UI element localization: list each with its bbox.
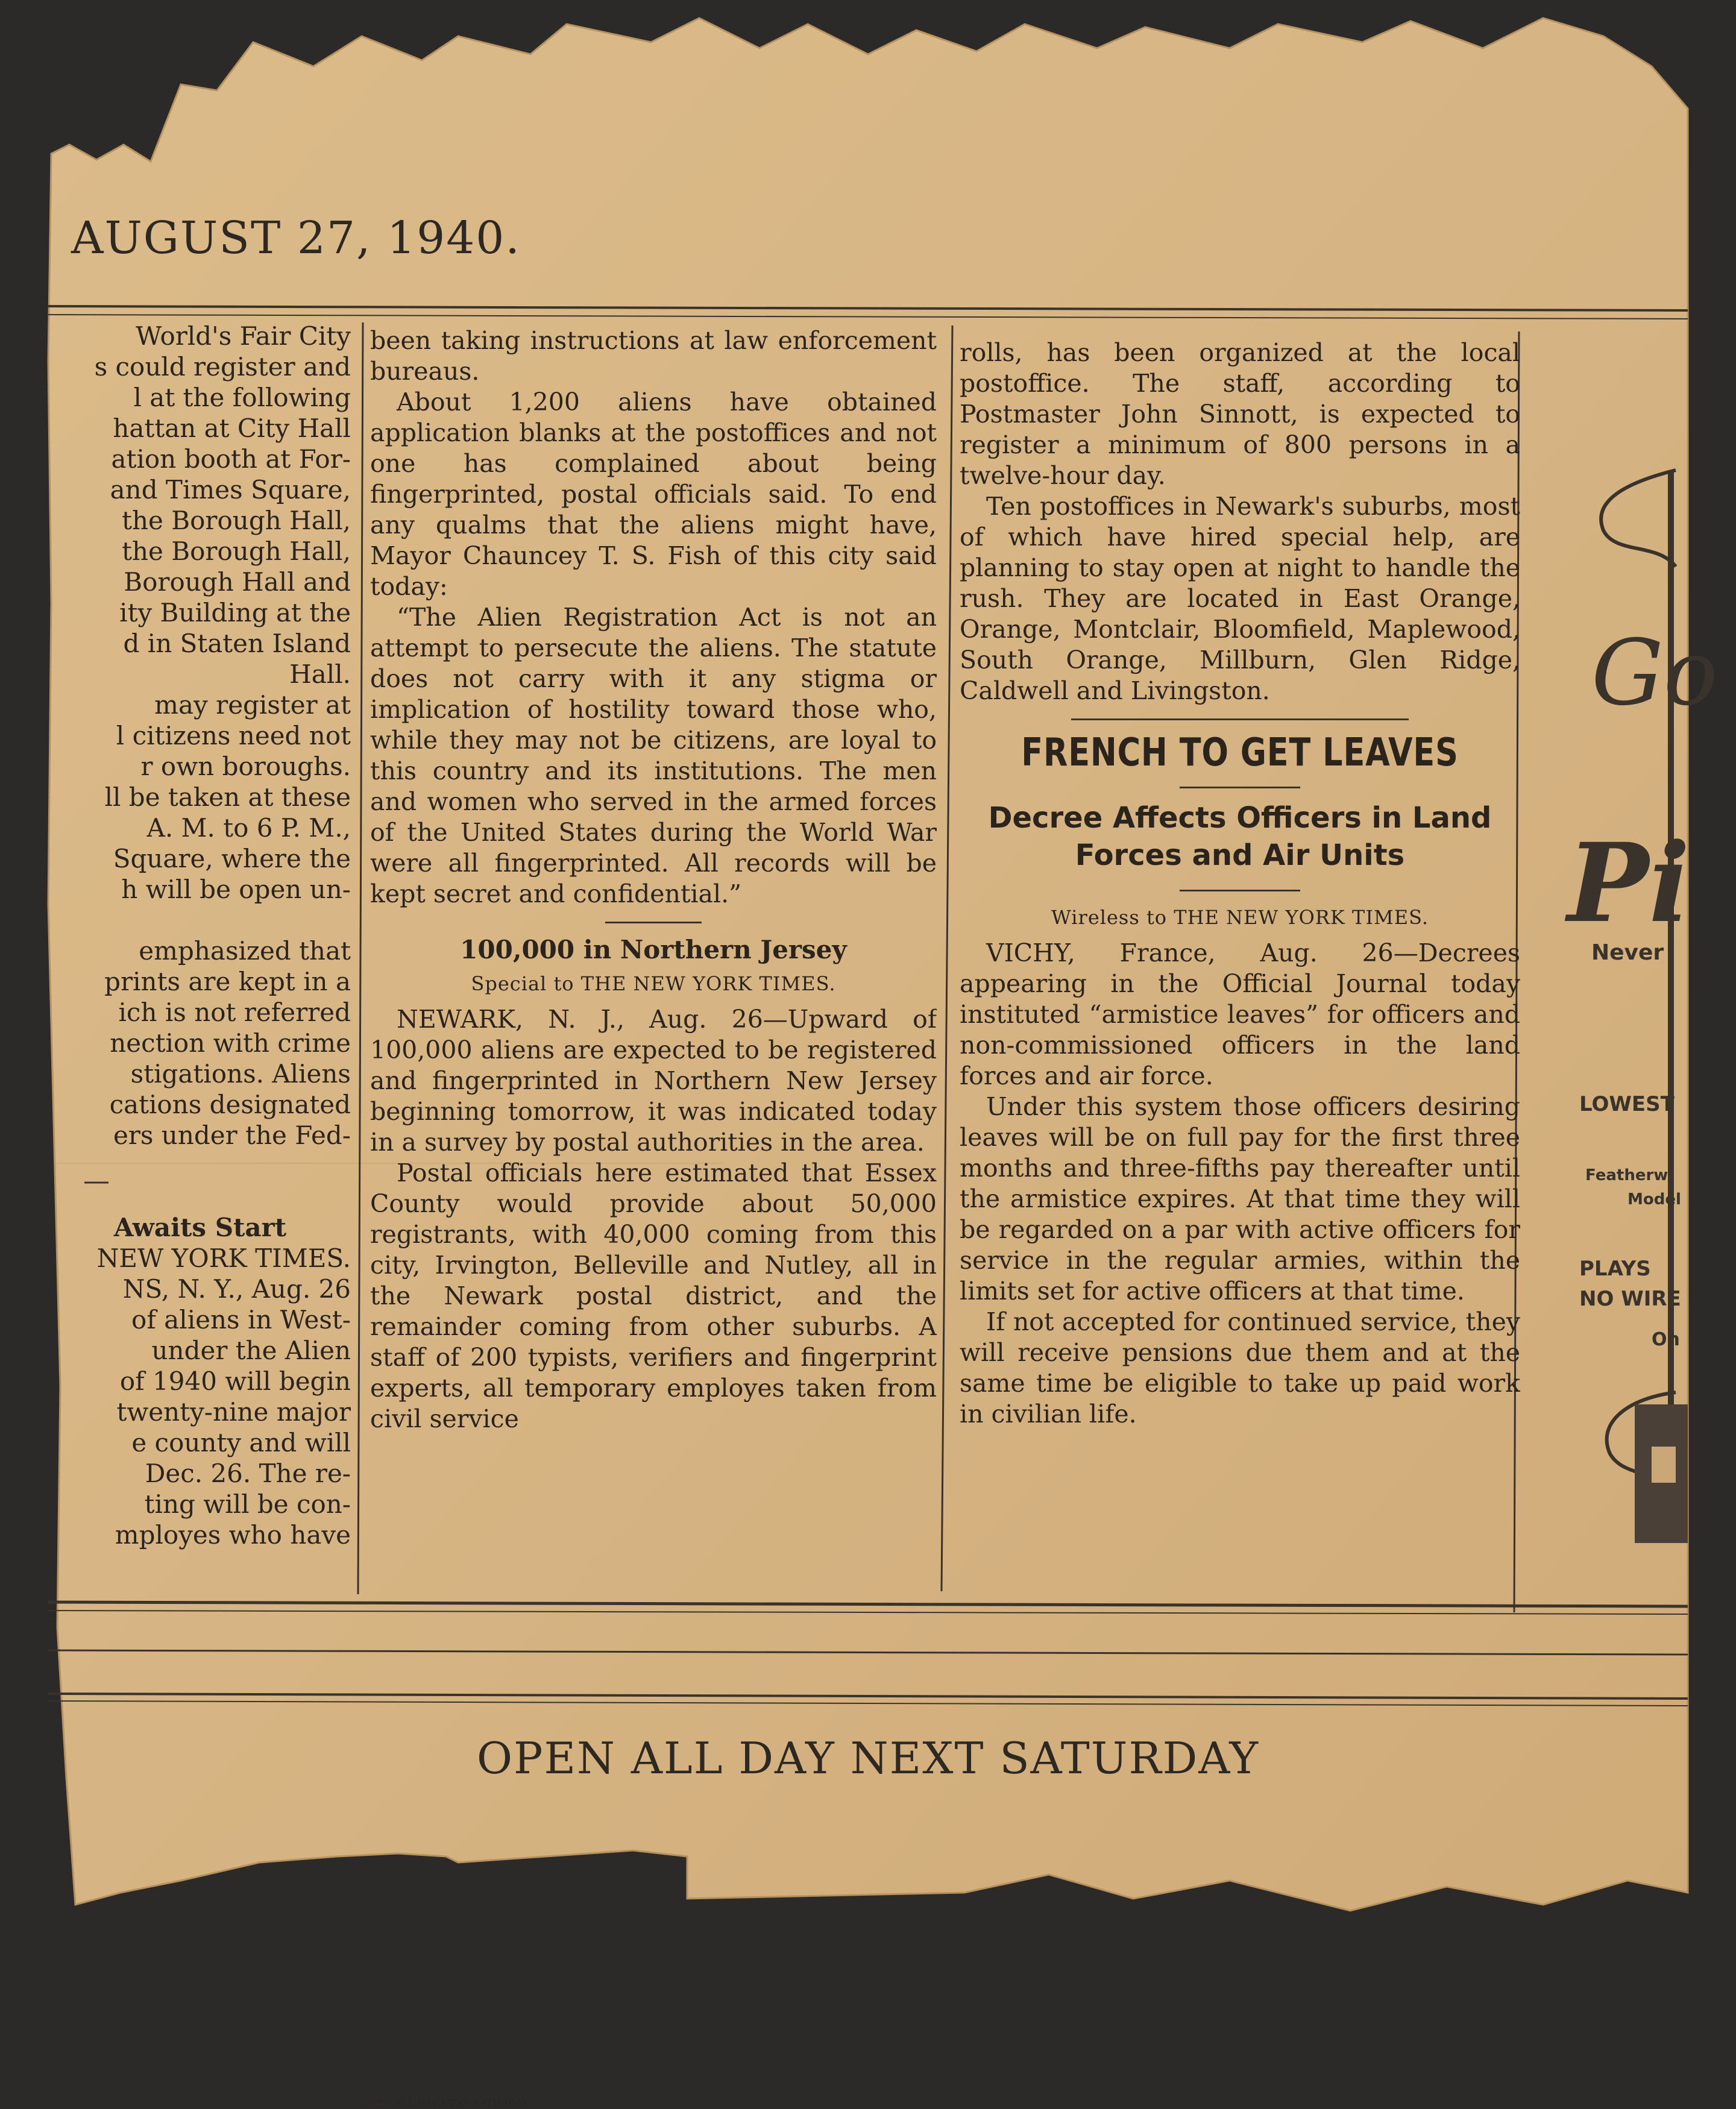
headline-french-leaves: FRENCH TO GET LEAVES xyxy=(1021,731,1459,775)
ad-model: Model xyxy=(1628,1190,1681,1209)
col1-line: NS, N. Y., Aug. 26 xyxy=(122,1274,351,1304)
col2-paragraph-4: NEWARK, N. J., Aug. 26—Upward of 100,000 aliens are expected to be registered and fingerprinted in Northern New Jersey beginning tomorrow, it was indicated today in a survey by postal authorities in the area. xyxy=(370,1005,937,1157)
col1-line: the Borough Hall, xyxy=(122,506,351,535)
ad-on: On xyxy=(1652,1329,1680,1350)
col1-line: ll be taken at these xyxy=(104,782,351,812)
col1-line: l citizens need not xyxy=(116,721,351,750)
col1-line: d in Staten Island xyxy=(123,629,351,658)
ad-never: Never xyxy=(1591,940,1664,965)
col3-paragraph-4: Under this system those officers desiring leaves will be on full pay for the first three months and three-fifths pay thereafter until the armistice expires. At that time they will be regarded on a par with active officers for service in the regular armies, within the limits set for active officers at that time. xyxy=(960,1092,1520,1306)
col1-line: twenty-nine major xyxy=(116,1397,351,1427)
col2-paragraph-2: About 1,200 aliens have obtained application blanks at the postoffices and not one has complained about being fingerprinted, postal officials said. To end any qualms that the aliens might have, Mayor Chauncey T. S. Fish of this city said today: xyxy=(370,388,937,601)
col1-line xyxy=(49,1181,351,1212)
col3-paragraph-3: VICHY, France, Aug. 26—Decrees appearing in the Official Journal today instituted “armistice leaves” for officers and non-commissioned officers in the land forces and air force. xyxy=(960,938,1520,1090)
col1-line: World's Fair City xyxy=(136,321,351,351)
col1-line: e county and will xyxy=(131,1428,351,1457)
ad-plays: PLAYS xyxy=(1579,1257,1651,1281)
divider xyxy=(605,922,702,923)
col1-line: mployes who have xyxy=(115,1520,351,1550)
col1-line: nection with crime xyxy=(110,1028,351,1058)
col2-paragraph-1: been taking instructions at law enforcement bureaus. xyxy=(370,326,937,386)
footer-banner: OPEN ALL DAY NEXT SATURDAY xyxy=(362,2098,529,2109)
dateline: AUGUST 27, 1940. xyxy=(71,212,521,264)
subhead-northern-jersey: 100,000 in Northern Jersey xyxy=(460,935,847,964)
ad-lowest: LOWEST xyxy=(1579,1092,1675,1116)
column-3 xyxy=(960,338,1520,1603)
col1-line xyxy=(49,1151,351,1181)
col1-line: and Times Square, xyxy=(110,475,351,504)
col1-line: A. M. to 6 P. M., xyxy=(146,813,351,843)
col1-line: ich is not referred xyxy=(118,998,351,1027)
deck-decree-affects: Decree Affects Officers in Land Forces and Air Units xyxy=(988,801,1492,872)
col3-paragraph-5: If not accepted for continued service, they will receive pensions due them and at the same time be eligible to take up paid work in civilian life. xyxy=(960,1307,1520,1429)
col1-line: ity Building at the xyxy=(119,598,351,627)
col1-line: cations designated xyxy=(109,1090,351,1119)
credit-line: Special to THE NEW YORK TIMES. xyxy=(471,972,836,995)
col1-line: prints are kept in a xyxy=(104,967,351,996)
column-2 xyxy=(370,325,937,1591)
col1-line: under the Alien xyxy=(151,1336,351,1365)
col1-line: Hall. xyxy=(289,659,351,689)
divider xyxy=(1071,718,1409,720)
footer-open-all-day: OPEN ALL DAY NEXT SATURDAY xyxy=(476,1733,1259,1784)
col1-line: Dec. 26. The re- xyxy=(145,1459,351,1488)
col2-paragraph-3: “The Alien Registration Act is not an attempt to persecute the aliens. The statute does not carry with it any stigma or implication of hostility toward those who, while they may not be citizens, are loyal to this country and its institutions. The men and women who served in the armed forces of the United States during the World War were all fingerprinted. All records will be kept secret and confidential.” xyxy=(370,603,937,908)
col1-line: Square, where the xyxy=(113,844,351,873)
col1-line: of 1940 will begin xyxy=(119,1366,351,1396)
col1-line: hattan at City Hall xyxy=(113,413,351,443)
col1-line: ation booth at For- xyxy=(111,444,351,474)
col1-line: Borough Hall and xyxy=(124,567,351,597)
col1-line: r own boroughs. xyxy=(140,752,351,781)
col1-line: the Borough Hall, xyxy=(122,536,351,566)
col1-line: s could register and xyxy=(94,352,351,382)
divider xyxy=(1180,890,1300,891)
col1-line: ting will be con- xyxy=(144,1489,351,1519)
col2-paragraph-5: Postal officials here estimated that Essex County would provide about 50,000 registrants, with 40,000 coming from this city, Irvington, Belleville and Nutley, all in the Newark postal district, and the remainder coming from other suburbs. A staff of 200 typists, verifiers and fingerprint experts, all temporary employes taken from civil service xyxy=(370,1158,937,1433)
col1-line: emphasized that xyxy=(139,936,351,966)
divider xyxy=(1180,787,1300,788)
col1-line: of aliens in West- xyxy=(131,1305,351,1334)
column-1 xyxy=(49,321,351,1550)
col1-line: may register at xyxy=(154,690,351,720)
credit-line: Wireless to THE NEW YORK TIMES. xyxy=(1051,906,1429,929)
ad-script-pi: Pi xyxy=(1567,820,1690,947)
col1-line: NEW YORK TIMES. xyxy=(96,1243,351,1273)
col1-line: l at the following xyxy=(133,383,351,412)
ad-featherw: Featherw xyxy=(1585,1166,1668,1184)
col1-line: ers under the Fed- xyxy=(113,1121,351,1150)
col1-line: Awaits Start xyxy=(113,1213,287,1242)
col1-line: stigations. Aliens xyxy=(130,1059,351,1089)
col3-paragraph-2: Ten postoffices in Newark's suburbs, most of which have hired special help, are planning to stay open at night to handle the rush. They are located in East Orange, Orange, Montclair, Bloomfield, Maplewood, South Orange, Millburn, Glen Ridge, Caldwell and Livingston. xyxy=(960,492,1520,705)
col1-line xyxy=(49,905,351,935)
col1-line: h will be open un- xyxy=(121,875,351,904)
ad-nowire: NO WIRE xyxy=(1579,1287,1681,1311)
col3-paragraph-1: rolls, has been organized at the local postoffice. The staff, according to Postmaster John Sinnott, is expected to register a minimum of 800 persons in a twelve-hour day. xyxy=(960,338,1520,490)
ad-script-go: Go xyxy=(1591,621,1719,726)
